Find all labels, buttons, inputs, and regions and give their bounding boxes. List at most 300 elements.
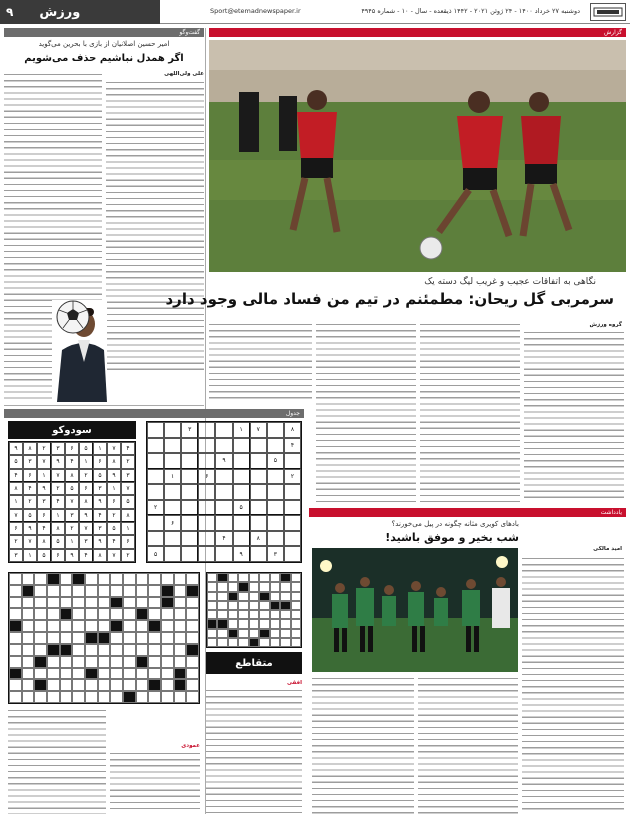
sudoku-cell[interactable] xyxy=(181,500,198,516)
sudoku-cell[interactable] xyxy=(267,515,284,531)
sudoku-cell[interactable]: ۴ xyxy=(284,438,301,454)
sudoku-cell: ۱ xyxy=(9,495,23,508)
crossword-cell xyxy=(280,573,290,582)
crossword-cell[interactable] xyxy=(136,691,149,703)
crossword-cell[interactable] xyxy=(22,632,35,644)
crossword-cell[interactable] xyxy=(34,632,47,644)
crossword-cell[interactable] xyxy=(186,644,199,656)
crossword-cell[interactable] xyxy=(98,632,111,644)
crossword-cell xyxy=(217,610,227,619)
crossword-cell[interactable] xyxy=(9,573,22,585)
crossword-cell[interactable] xyxy=(136,668,149,680)
crossword-cell[interactable] xyxy=(148,668,161,680)
crossword-cell[interactable] xyxy=(186,656,199,668)
crossword-cell[interactable] xyxy=(161,620,174,632)
interview-text-col-3 xyxy=(4,304,52,402)
crossword-cell[interactable] xyxy=(161,608,174,620)
crossword-cell[interactable] xyxy=(22,691,35,703)
sudoku-cell[interactable] xyxy=(267,422,284,438)
crossword-cell[interactable] xyxy=(34,668,47,680)
sudoku-cell[interactable] xyxy=(267,484,284,500)
sudoku-cell[interactable] xyxy=(164,422,181,438)
crossword-cell[interactable] xyxy=(161,597,174,609)
crossword-cell[interactable] xyxy=(85,597,98,609)
sudoku-cell[interactable] xyxy=(147,484,164,500)
crossword-cell[interactable] xyxy=(60,679,73,691)
sudoku-cell[interactable] xyxy=(215,484,232,500)
sudoku-cell: ۸ xyxy=(23,442,37,455)
sudoku-cell[interactable] xyxy=(267,531,284,547)
crossword-cell[interactable] xyxy=(110,668,123,680)
sudoku-cell[interactable]: ۴ xyxy=(215,531,232,547)
sudoku-cell[interactable] xyxy=(250,438,267,454)
crossword-cell[interactable] xyxy=(136,585,149,597)
crossword-cell[interactable] xyxy=(161,656,174,668)
crossword-cell[interactable] xyxy=(174,573,187,585)
crossword-cell[interactable] xyxy=(110,585,123,597)
crossword-cell[interactable] xyxy=(34,585,47,597)
sudoku-cell: ۷ xyxy=(9,509,23,522)
crossword-cell[interactable] xyxy=(34,608,47,620)
sudoku-cell[interactable]: ۶ xyxy=(164,515,181,531)
sudoku-cell[interactable] xyxy=(215,422,232,438)
crossword-cell[interactable] xyxy=(9,620,22,632)
crossword-cell[interactable] xyxy=(186,691,199,703)
sudoku-cell[interactable] xyxy=(284,515,301,531)
crossword-cell xyxy=(238,610,248,619)
crossword-cell[interactable] xyxy=(85,656,98,668)
crossword-cell xyxy=(291,629,301,638)
crossword-cell[interactable] xyxy=(72,679,85,691)
sudoku-cell: ۴ xyxy=(65,455,79,468)
crossword-cell[interactable] xyxy=(22,644,35,656)
sudoku-cell[interactable] xyxy=(250,500,267,516)
crossword-cell[interactable] xyxy=(60,656,73,668)
crossword-cell[interactable] xyxy=(186,608,199,620)
sudoku-cell[interactable] xyxy=(164,531,181,547)
crossword-cell[interactable] xyxy=(186,620,199,632)
vertical-clues xyxy=(110,751,200,814)
sudoku-cell[interactable] xyxy=(267,469,284,485)
sudoku-puzzle-grid[interactable] xyxy=(146,421,302,563)
sudoku-cell[interactable] xyxy=(147,469,164,485)
crossword-cell[interactable] xyxy=(123,608,136,620)
crossword-cell[interactable] xyxy=(174,668,187,680)
crossword-cell[interactable] xyxy=(47,668,60,680)
sudoku-cell[interactable] xyxy=(198,546,215,562)
sudoku-cell[interactable] xyxy=(250,469,267,485)
crossword-cell[interactable] xyxy=(174,620,187,632)
crossword-cell[interactable] xyxy=(72,644,85,656)
sudoku-cell[interactable] xyxy=(215,500,232,516)
sudoku-cell[interactable] xyxy=(233,484,250,500)
sudoku-cell[interactable]: ۱ xyxy=(233,422,250,438)
sudoku-cell[interactable] xyxy=(164,484,181,500)
crossword-cell[interactable] xyxy=(174,656,187,668)
sudoku-cell[interactable]: ۳ xyxy=(267,546,284,562)
crossword-cell[interactable] xyxy=(72,608,85,620)
sudoku-cell[interactable]: ۶ xyxy=(198,469,215,485)
crossword-cell xyxy=(270,592,280,601)
crossword-cell[interactable] xyxy=(123,573,136,585)
crossword-cell[interactable] xyxy=(60,632,73,644)
crossword-cell[interactable] xyxy=(161,632,174,644)
main-text-col-4 xyxy=(209,322,312,402)
crossword-cell[interactable] xyxy=(110,597,123,609)
sudoku-cell: ۷ xyxy=(65,495,79,508)
sudoku-cell[interactable] xyxy=(198,484,215,500)
crossword-cell[interactable] xyxy=(85,632,98,644)
crossword-cell[interactable] xyxy=(136,656,149,668)
sudoku-cell[interactable] xyxy=(198,500,215,516)
crossword-cell[interactable] xyxy=(47,620,60,632)
crossword-cell[interactable] xyxy=(148,656,161,668)
crossword-cell[interactable] xyxy=(22,585,35,597)
crossword-cell[interactable] xyxy=(34,691,47,703)
crossword-cell[interactable] xyxy=(72,691,85,703)
crossword-cell[interactable] xyxy=(148,585,161,597)
crossword-cell[interactable] xyxy=(110,632,123,644)
sudoku-cell[interactable] xyxy=(181,531,198,547)
crossword-cell[interactable] xyxy=(110,573,123,585)
crossword-cell[interactable] xyxy=(123,597,136,609)
crossword-cell[interactable] xyxy=(136,632,149,644)
crossword-cell[interactable] xyxy=(85,668,98,680)
crossword-cell[interactable] xyxy=(34,656,47,668)
crossword-cell[interactable] xyxy=(47,679,60,691)
crossword-cell[interactable] xyxy=(123,644,136,656)
sudoku-cell[interactable] xyxy=(181,469,198,485)
sudoku-cell[interactable] xyxy=(198,422,215,438)
crossword-cell[interactable] xyxy=(34,573,47,585)
crossword-cell[interactable] xyxy=(34,679,47,691)
crossword-cell[interactable] xyxy=(60,691,73,703)
crossword-cell[interactable] xyxy=(148,620,161,632)
crossword-cell[interactable] xyxy=(22,679,35,691)
sudoku-cell: ۵ xyxy=(37,549,51,562)
sudoku-cell[interactable] xyxy=(250,515,267,531)
sudoku-cell[interactable] xyxy=(284,531,301,547)
sudoku-cell: ۲ xyxy=(121,549,135,562)
crossword-cell[interactable] xyxy=(123,679,136,691)
crossword-cell[interactable] xyxy=(60,585,73,597)
crossword-cell[interactable] xyxy=(60,573,73,585)
crossword-cell[interactable] xyxy=(110,608,123,620)
crossword-cell[interactable] xyxy=(47,597,60,609)
tag-note: یادداشت xyxy=(309,508,626,517)
sudoku-cell: ۱ xyxy=(79,455,93,468)
crossword-cell[interactable] xyxy=(9,632,22,644)
sudoku-cell: ۹ xyxy=(9,442,23,455)
crossword-cell[interactable] xyxy=(98,656,111,668)
crossword-cell[interactable] xyxy=(98,691,111,703)
crossword-cell[interactable] xyxy=(136,608,149,620)
sudoku-cell[interactable] xyxy=(233,453,250,469)
sudoku-cell[interactable] xyxy=(233,515,250,531)
sudoku-cell: ۹ xyxy=(51,455,65,468)
crossword-cell[interactable] xyxy=(136,573,149,585)
header-email[interactable]: Sport@etemadnewspaper.ir xyxy=(210,7,301,15)
crossword-cell[interactable] xyxy=(136,620,149,632)
crossword-cell[interactable] xyxy=(161,585,174,597)
crossword-cell[interactable] xyxy=(174,644,187,656)
crossword-cell[interactable] xyxy=(110,620,123,632)
sudoku-cell[interactable]: ۵ xyxy=(267,453,284,469)
crossword-cell[interactable] xyxy=(174,679,187,691)
crossword-cell[interactable] xyxy=(60,608,73,620)
sudoku-cell[interactable] xyxy=(250,484,267,500)
sudoku-cell[interactable] xyxy=(215,469,232,485)
crossword-cell[interactable] xyxy=(148,573,161,585)
crossword-cell[interactable] xyxy=(110,679,123,691)
crossword-cell[interactable] xyxy=(72,573,85,585)
crossword-cell[interactable] xyxy=(85,573,98,585)
sudoku-cell[interactable] xyxy=(198,453,215,469)
crossword-cell[interactable] xyxy=(47,691,60,703)
sudoku-cell[interactable] xyxy=(164,453,181,469)
tag-interview: گفت‌وگو xyxy=(4,28,204,37)
crossword-cell xyxy=(207,592,217,601)
sudoku-cell[interactable] xyxy=(250,453,267,469)
crossword-cell[interactable] xyxy=(161,573,174,585)
crossword-cell[interactable] xyxy=(22,656,35,668)
sudoku-cell[interactable] xyxy=(284,484,301,500)
crossword-cell[interactable] xyxy=(22,608,35,620)
crossword-cell[interactable] xyxy=(98,573,111,585)
crossword-cell[interactable] xyxy=(98,608,111,620)
crossword-cell[interactable] xyxy=(22,597,35,609)
crossword-cell[interactable] xyxy=(123,656,136,668)
crossword-cell[interactable] xyxy=(9,691,22,703)
sudoku-cell[interactable] xyxy=(147,422,164,438)
crossword-cell[interactable] xyxy=(85,585,98,597)
crossword-cell[interactable] xyxy=(98,679,111,691)
sudoku-cell[interactable] xyxy=(164,438,181,454)
page-number: ۹ xyxy=(6,5,14,19)
crossword-cell[interactable] xyxy=(22,573,35,585)
crossword-cell[interactable] xyxy=(60,668,73,680)
sudoku-cell[interactable]: ۵ xyxy=(233,500,250,516)
sudoku-cell[interactable] xyxy=(198,438,215,454)
crossword-cell[interactable] xyxy=(47,608,60,620)
crossword-cell[interactable] xyxy=(174,691,187,703)
crossword-cell[interactable] xyxy=(110,644,123,656)
crossword-cell[interactable] xyxy=(72,597,85,609)
crossword-cell[interactable] xyxy=(98,585,111,597)
crossword-cell[interactable] xyxy=(174,585,187,597)
crossword-cell[interactable] xyxy=(47,656,60,668)
crossword-cell[interactable] xyxy=(60,644,73,656)
sudoku-cell: ۲ xyxy=(9,535,23,548)
sudoku-cell: ۸ xyxy=(9,482,23,495)
crossword-cell[interactable] xyxy=(9,597,22,609)
crossword-cell[interactable] xyxy=(136,644,149,656)
sudoku-cell[interactable] xyxy=(233,531,250,547)
sudoku-cell: ۶ xyxy=(37,509,51,522)
crossword-cell[interactable] xyxy=(47,632,60,644)
crossword-cell[interactable] xyxy=(85,620,98,632)
crossword-cell[interactable] xyxy=(186,585,199,597)
crossword-cell[interactable] xyxy=(148,679,161,691)
sudoku-cell[interactable] xyxy=(233,469,250,485)
crossword-cell xyxy=(280,582,290,591)
sudoku-cell[interactable] xyxy=(181,484,198,500)
interview-kicker: امیر حسین اصلانیان از بازی با بحرین می‌گوید xyxy=(38,40,170,48)
crossword-cell[interactable] xyxy=(110,656,123,668)
crossword-cell[interactable] xyxy=(186,668,199,680)
crossword-cell[interactable] xyxy=(98,597,111,609)
sudoku-cell[interactable] xyxy=(215,546,232,562)
crossword-cell[interactable] xyxy=(22,620,35,632)
crossword-cell[interactable] xyxy=(161,644,174,656)
sudoku-cell[interactable]: ۹ xyxy=(215,453,232,469)
crossword-cell[interactable] xyxy=(148,691,161,703)
sudoku-cell: ۵ xyxy=(93,469,107,482)
crossword-cell xyxy=(259,601,269,610)
sudoku-cell[interactable] xyxy=(198,531,215,547)
sudoku-cell[interactable]: ۷ xyxy=(250,422,267,438)
crossword-cell[interactable] xyxy=(161,668,174,680)
crossword-cell[interactable] xyxy=(85,679,98,691)
sudoku-cell[interactable] xyxy=(284,453,301,469)
crossword-cell[interactable] xyxy=(72,620,85,632)
crossword-cell[interactable] xyxy=(98,620,111,632)
sudoku-cell[interactable] xyxy=(198,515,215,531)
sudoku-cell[interactable] xyxy=(181,438,198,454)
crossword-cell xyxy=(207,638,217,647)
interview-author: علی ولی‌اللهی xyxy=(164,71,204,77)
crossword-cell[interactable] xyxy=(72,632,85,644)
crossword-cell[interactable] xyxy=(9,668,22,680)
crossword-cell[interactable] xyxy=(9,644,22,656)
crossword-cell[interactable] xyxy=(136,679,149,691)
crossword-cell[interactable] xyxy=(123,620,136,632)
sudoku-cell[interactable] xyxy=(215,438,232,454)
crossword-cell[interactable] xyxy=(186,632,199,644)
crossword-cell[interactable] xyxy=(174,608,187,620)
sudoku-cell[interactable]: ۳ xyxy=(181,422,198,438)
crossword-cell[interactable] xyxy=(174,632,187,644)
crossword-cell[interactable] xyxy=(22,668,35,680)
crossword-cell xyxy=(238,573,248,582)
crossword-cell[interactable] xyxy=(34,644,47,656)
sudoku-cell[interactable]: ۲ xyxy=(147,500,164,516)
sudoku-cell[interactable] xyxy=(250,546,267,562)
crossword-cell xyxy=(217,601,227,610)
crossword-cell[interactable] xyxy=(148,644,161,656)
sudoku-cell[interactable] xyxy=(267,500,284,516)
crossword-cell[interactable] xyxy=(47,644,60,656)
sudoku-cell[interactable]: ۲ xyxy=(284,469,301,485)
sudoku-cell: ۵ xyxy=(65,482,79,495)
sudoku-cell: ۲ xyxy=(79,469,93,482)
sudoku-cell[interactable] xyxy=(284,546,301,562)
sudoku-cell[interactable] xyxy=(233,438,250,454)
sudoku-cell[interactable] xyxy=(181,453,198,469)
crossword-cell[interactable] xyxy=(9,585,22,597)
crossword-cell xyxy=(238,592,248,601)
crossword-cell[interactable] xyxy=(161,679,174,691)
sudoku-cell[interactable] xyxy=(147,438,164,454)
note-text-col-3 xyxy=(312,676,414,814)
crossword-cell[interactable] xyxy=(123,632,136,644)
main-text-col-2 xyxy=(420,322,520,502)
crossword-cell[interactable] xyxy=(123,691,136,703)
crossword-cell[interactable] xyxy=(60,597,73,609)
crossword-cell[interactable] xyxy=(123,668,136,680)
crossword-cell[interactable] xyxy=(148,597,161,609)
crossword-cell[interactable] xyxy=(9,656,22,668)
crossword-cell[interactable] xyxy=(186,679,199,691)
crossword-cell[interactable] xyxy=(72,585,85,597)
sudoku-cell[interactable]: ۸ xyxy=(284,422,301,438)
crossword-cell xyxy=(270,638,280,647)
sudoku-cell[interactable] xyxy=(147,453,164,469)
crossword-cell[interactable] xyxy=(186,573,199,585)
crossword-cell[interactable] xyxy=(47,573,60,585)
crossword-cell[interactable] xyxy=(85,644,98,656)
crossword-cell[interactable] xyxy=(60,620,73,632)
main-text-col-3 xyxy=(316,322,416,502)
sudoku-cell: ۳ xyxy=(121,469,135,482)
sudoku-cell[interactable]: ۱ xyxy=(164,469,181,485)
sudoku-cell[interactable] xyxy=(215,515,232,531)
sudoku-cell[interactable] xyxy=(147,515,164,531)
sudoku-cell[interactable] xyxy=(164,546,181,562)
sudoku-cell: ۷ xyxy=(51,469,65,482)
sudoku-cell: ۳ xyxy=(51,442,65,455)
crossword-cell xyxy=(207,582,217,591)
crossword-cell[interactable] xyxy=(148,608,161,620)
tag-report: گزارش xyxy=(209,28,626,37)
sudoku-cell[interactable] xyxy=(147,531,164,547)
crossword-cell[interactable] xyxy=(34,620,47,632)
crossword-cell xyxy=(217,573,227,582)
crossword-cell[interactable] xyxy=(110,691,123,703)
tag-table: جدول xyxy=(4,409,304,418)
crossword-cell[interactable] xyxy=(47,585,60,597)
crossword-cell[interactable] xyxy=(9,679,22,691)
sudoku-cell[interactable]: ۵ xyxy=(147,546,164,562)
sudoku-cell[interactable]: ۸ xyxy=(250,531,267,547)
crossword-cell[interactable] xyxy=(174,597,187,609)
crossword-grid[interactable] xyxy=(8,572,200,704)
crossword-cell[interactable] xyxy=(186,597,199,609)
crossword-cell[interactable] xyxy=(85,691,98,703)
sudoku-cell[interactable] xyxy=(181,515,198,531)
sudoku-cell[interactable]: ۹ xyxy=(233,546,250,562)
crossword-cell[interactable] xyxy=(123,585,136,597)
crossword-cell[interactable] xyxy=(161,691,174,703)
crossword-cell[interactable] xyxy=(72,656,85,668)
sudoku-cell: ۶ xyxy=(107,495,121,508)
crossword-cell[interactable] xyxy=(72,668,85,680)
crossword-cell xyxy=(228,601,238,610)
sudoku-cell[interactable] xyxy=(164,500,181,516)
sudoku-cell[interactable] xyxy=(284,500,301,516)
crossword-cell[interactable] xyxy=(98,644,111,656)
crossword-cell[interactable] xyxy=(148,632,161,644)
page-header xyxy=(0,0,630,24)
crossword-cell xyxy=(291,610,301,619)
crossword-cell[interactable] xyxy=(34,597,47,609)
crossword-cell[interactable] xyxy=(85,608,98,620)
sudoku-cell[interactable] xyxy=(267,438,284,454)
crossword-cell[interactable] xyxy=(98,668,111,680)
crossword-cell[interactable] xyxy=(9,608,22,620)
sudoku-cell[interactable] xyxy=(181,546,198,562)
crossword-cell[interactable] xyxy=(136,597,149,609)
